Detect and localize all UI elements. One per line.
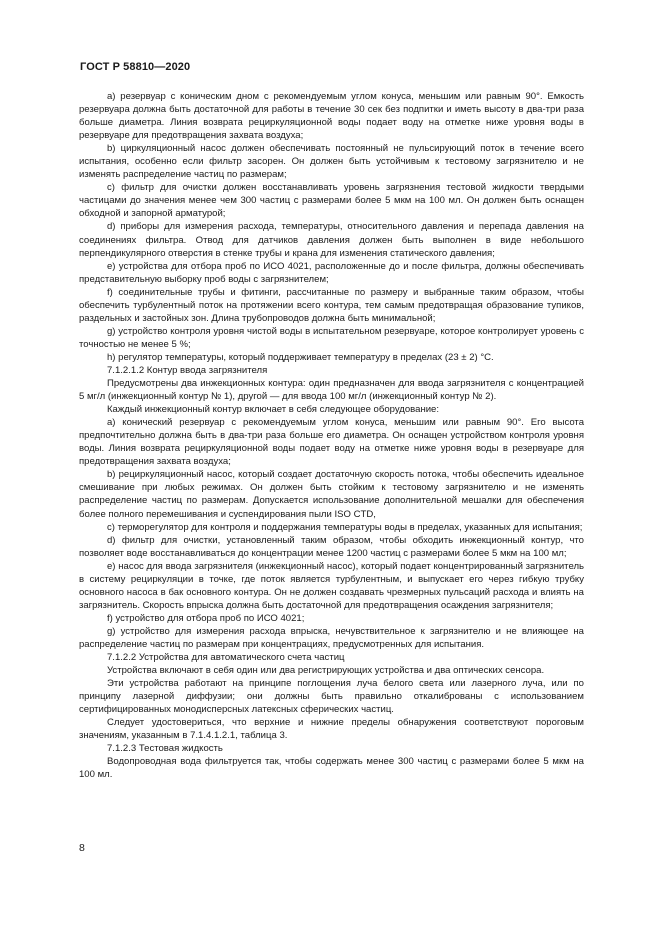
body-paragraph: h) регулятор температуры, который поддерживает температуру в пределах (23 ± 2) °С. <box>107 351 494 363</box>
body-paragraph: f) устройство для отбора проб по ИСО 4021; <box>107 612 305 624</box>
body-paragraph: Следует удостовериться, что верхние и нижние пределы обнаружения соответствуют пороговым значениям, указанным в 7.1.4.1.2.1, таблица 3. <box>79 717 584 742</box>
body-paragraph: Устройства включают в себя один или два регистрирующих устройства и два оптических сенсора. <box>107 665 545 677</box>
body-paragraph: b) циркуляционный насос должен обеспечивать постоянный не пульсирующий поток в течение всего испытания, особенно если фильтр засорен. Он должен быть устойчивым к тестовому загрязнителю и не изменять распределение частиц по размерам; <box>79 143 584 181</box>
body-paragraph: g) устройство для измерения расхода впрыска, нечувствительное к загрязнителю и не влияющее на распределение частиц по размерам при концентрациях, предусмотренных для испытания. <box>79 625 584 650</box>
body-paragraph: Каждый инжекционный контур включает в себя следующее оборудование: <box>107 404 440 416</box>
body-paragraph: g) устройство контроля уровня чистой воды в испытательном резервуаре, которое контролирует уровень с точностью не менее 5 %; <box>79 325 584 350</box>
body-paragraph: d) фильтр для очистки, установленный таким образом, чтобы обходить инжекционный контур, что позволяет воде восстанавливаться до концентрации менее 1200 частиц с размерами более 5 мкм на 100 мл; <box>79 534 584 559</box>
document-body <box>79 90 584 781</box>
body-paragraph: e) устройства для отбора проб по ИСО 4021, расположенные до и после фильтра, должны обеспечивать представительную выборку проб воды с загрязнителем; <box>79 260 584 285</box>
body-paragraph: Эти устройства работают на принципе поглощения луча белого света или лазерного луча, или по принципу лазерной диффузии; они должны быть правильно откалиброваны с использованием сертифицированных монодисперсных латексных сферических частиц. <box>79 678 584 716</box>
body-paragraph: e) насос для ввода загрязнителя (инжекционный насос), который подает концентрированный загрязнитель в систему рециркуляции в точке, где поток является турбулентным, и выпускает его через гибкую трубку основного насоса в бак основного контура. Он не должен создавать чрезмерных пульсаций расхода и влиять на загрязнитель. Скорость впрыска должна быть достаточной для предотвращения осаждения загрязнителя; <box>79 560 584 611</box>
body-paragraph: 7.1.2.2 Устройства для автоматического счета частиц <box>107 652 345 664</box>
body-paragraph: a) резервуар с коническим дном с рекомендуемым углом конуса, меньшим или равным 90°. Емкость резервуара должна быть достаточной для работы в течение 30 сек без подпитки и иметь высоту в два-три раза больше диаметра. Линия возврата рециркуляционной воды подает воду на отметке ниже уровня воды в резервуаре для предотвращения захвата воздуха; <box>79 91 584 142</box>
body-paragraph: d) приборы для измерения расхода, температуры, относительного давления и перепада давления на соединениях фильтра. Отвод для датчиков давления должен быть выполнен в виде небольшого перпендикулярного отверстия в стенке трубы и крана для изменения статического давления; <box>79 221 584 259</box>
body-paragraph: 7.1.2.1.2 Контур ввода загрязнителя <box>107 364 268 376</box>
body-paragraph: Предусмотрены два инжекционных контура: один предназначен для ввода загрязнителя с концентрацией 5 мг/л (инжекционный контур № 1), другой — для ввода 100 мг/л (инжекционный контур № 2). <box>79 378 584 403</box>
document-header: ГОСТ Р 58810—2020 <box>80 61 191 73</box>
body-paragraph: b) рециркуляционный насос, который создает достаточную скорость потока, чтобы обеспечить идеальное смешивание при любых режимах. Он должен быть стойким к тестовому загрязнителю и не изменять распределение частиц по размерам. Допускается использование дополнительной мешалки для обеспечения более полного перемешивания и суспендирования пыли ISO CTD, <box>79 469 584 520</box>
body-paragraph: f) соединительные трубы и фитинги, рассчитанные по размеру и выбранные таким образом, чтобы обеспечить турбулентный поток на протяжении всего контура, тем самым предотвращая образование тупиков, раздельных и застойных зон. Длина трубопроводов должна быть минимальной; <box>79 286 584 324</box>
body-paragraph: c) терморегулятор для контроля и поддержания температуры воды в пределах, указанных для испытания; <box>107 521 583 533</box>
body-paragraph: c) фильтр для очистки должен восстанавливать уровень загрязнения тестовой жидкости твердыми частицами до значения менее чем 300 частиц с размерами более 5 мкм на 100 мл. Он должен быть оснащен обходной и запорной арматурой; <box>79 182 584 220</box>
body-paragraph: 7.1.2.3 Тестовая жидкость <box>107 743 223 755</box>
body-paragraph: Водопроводная вода фильтруется так, чтобы содержать менее 300 частиц с размерами более 5 мкм на 100 мл. <box>79 756 584 781</box>
body-paragraph: a) конический резервуар с рекомендуемым углом конуса, меньшим или равным 90°. Его высота предпочтительно должна быть в два-три раза больше его диаметра. Он оснащен устройством контроля уровня воды. Линия возврата рециркуляционной воды подает воду на отметке ниже уровня воды в резервуаре для предотвращения захвата воздуха; <box>79 417 584 468</box>
page-number: 8 <box>79 842 85 854</box>
